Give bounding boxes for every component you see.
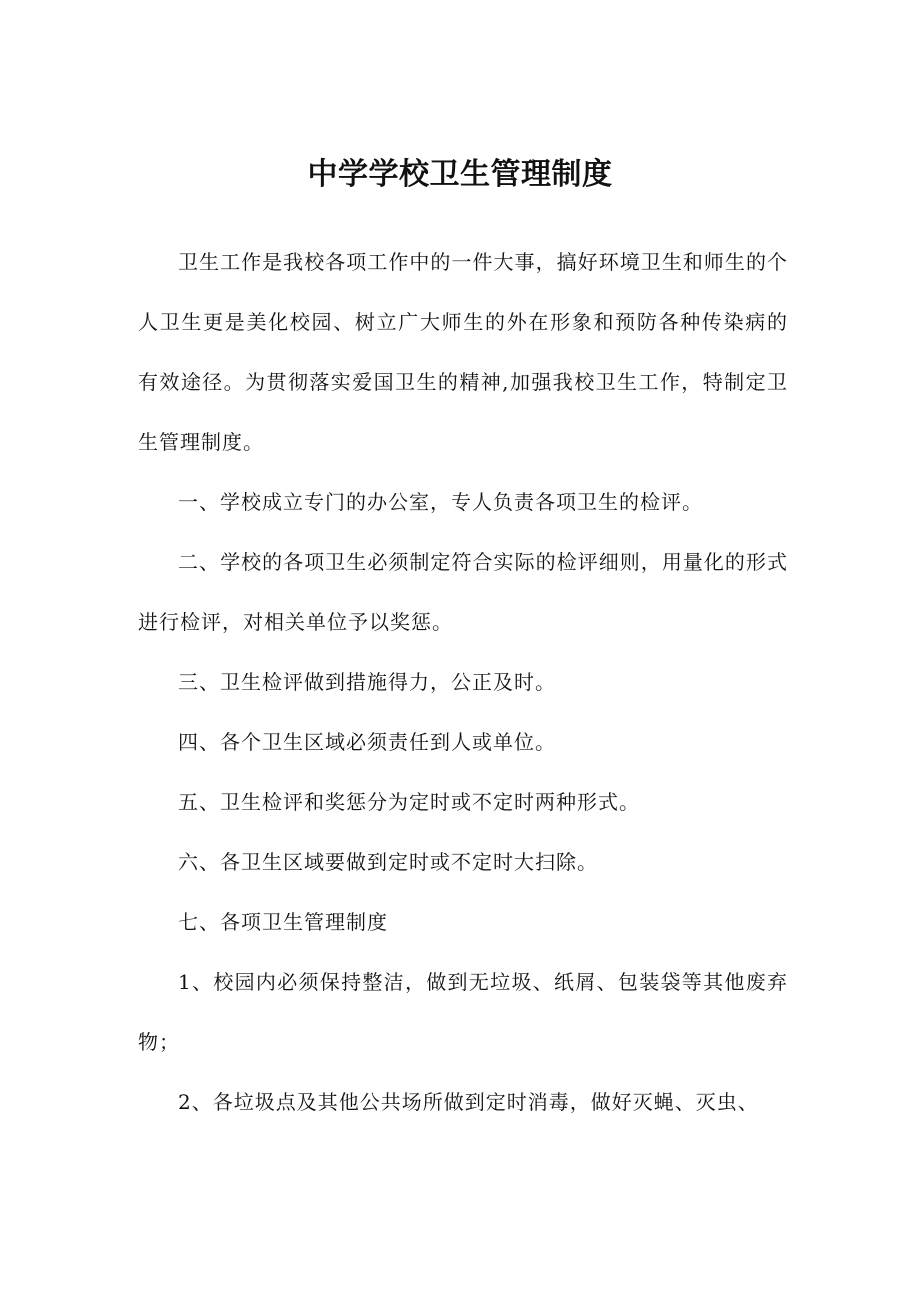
document-body	[138, 232, 788, 1132]
document-title: 中学学校卫生管理制度	[307, 157, 613, 193]
paragraph-item-2: 二、学校的各项卫生必须制定符合实际的检评细则，用量化的形式进行检评，对相关单位予以奖惩。	[138, 550, 788, 634]
paragraph-item-5: 五、卫生检评和奖惩分为定时或不定时两种形式。	[178, 790, 640, 814]
paragraph-item-7: 七、各项卫生管理制度	[178, 910, 388, 934]
paragraph-item-1: 一、学校成立专门的办公室，专人负责各项卫生的检评。	[178, 490, 703, 514]
paragraph-item-3: 三、卫生检评做到措施得力，公正及时。	[178, 670, 556, 694]
paragraph-subitem-2: 2、各垃圾点及其他公共场所做到定时消毒，做好灭蝇、灭虫、	[178, 1090, 759, 1114]
paragraph-subitem-1: 1、校园内必须保持整洁，做到无垃圾、纸屑、包装袋等其他废弃物；	[138, 970, 788, 1054]
paragraph-intro: 卫生工作是我校各项工作中的一件大事，搞好环境卫生和师生的个人卫生更是美化校园、树立广大师生的外在形象和预防各种传染病的有效途径。为贯彻落实爱国卫生的精神,加强我校卫生工作，特制定卫生管理制度。	[138, 250, 788, 454]
paragraph-item-4: 四、各个卫生区域必须责任到人或单位。	[178, 730, 556, 754]
paragraph-item-6: 六、各卫生区域要做到定时或不定时大扫除。	[178, 850, 598, 874]
